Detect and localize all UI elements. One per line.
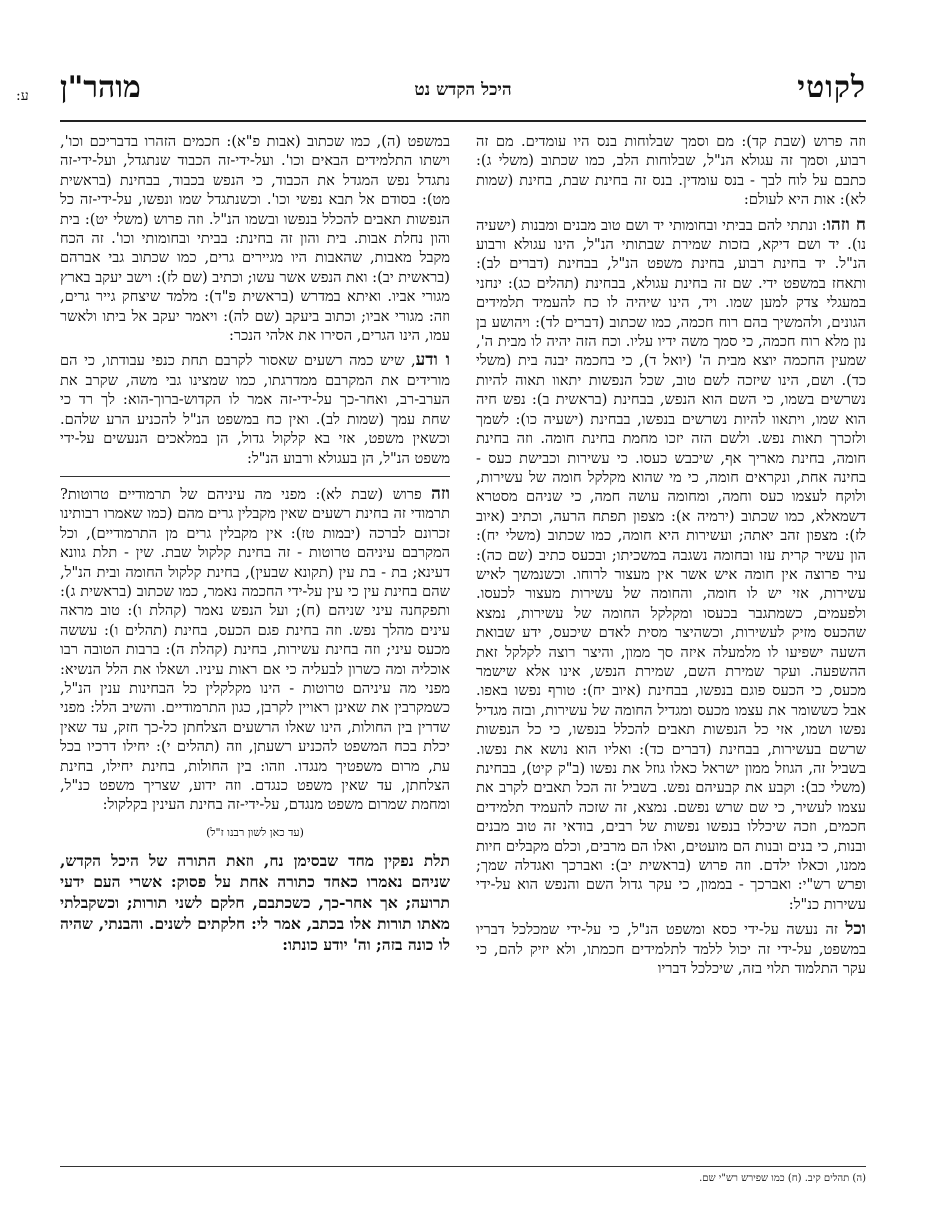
section-title: היכל הקדש נט	[414, 80, 512, 100]
text-columns	[60, 132, 866, 984]
paragraph-text: , שיש כמה רשעים שאסור לקרבם תחת כנפי עבודתו, כי הם מורידים את המקרבם ממדרגתו, כמו שמצינו גבי משה, שקרב את הערב-רב, ואחר-כך על-ידי-זה אמר לו הקדוש-ברוך-הוא: לך רד כי שחת עמך (שמות לב). ואין כח במשפט הנ"ל להכניע הרע שלהם. וכשאין משפט, אזי בא קלקול גדול, הן במלאכים הנעשים על-ידי משפט הנ"ל, הן בעגולא ורבוע הנ"ל:	[60, 352, 450, 467]
paragraph-text: : ונתתי להם בביתי ובחומותי יד ושם טוב מבנים ומבנות (ישעיה נו). יד ושם דיקא, בזכות שמירת שבתותי הנ"ל, הינו עגולא ורבוע הנ"ל. יד בחינת רבוע, בחינת משפט הנ"ל, בבחינת (דברים לב): ותאחז במשפט ידי. שם זה בחינת עגולא, בבחינת (תהלים כג): ינחני במעגלי צדק למען שמו. ויד, הינו שיהיה לו כח להעמיד תלמידים הגונים, ולהמשיך בהם רוח חכמה, כמו שכתוב (דברים לד): ויהושע בן נון מלא רוח חכמה, כי סמך משה ידיו עליו. וכח הזה יהיה לו מבית ה', שמעין החכמה יוצא מבית ה' (יואל ד), כי בחכמה יבנה בית (משלי כד). ושם, הינו שיזכה לשם טוב, שכל הנפשות יתאוו תאוה להיות נשרשים בשמו, כי השם הוא הנפש, בבחינת (בראשית ב): נפש חיה הוא שמו, ויתאוו להיות נשרשים בנפשו, בבחינת (ישעיה כו): לשמך ולזכרך תאות נפש. ולשם הזה יזכו מחמת בחינת חומה. וזה בחינת חומה, בחינת מאריך אף, שיכבש כעסו. כי עשירות וכבישת כעס - בחינה אחת, ונקראים חומה, כי מי שהוא מקלקל חומה של עשירות, ולוקח לעצמו כעס וחמה, ומחומה עושה חמה, כי שניהם מסטרא דשמאלא, כמו שכתוב (ירמיה א): מצפון תפתח הרעה, וכתיב (איוב לז): מצפון זהב יאתה; ועשירות היא חומה, כמו שכתוב (משלי יח): הון עשיר קרית עזו ובחומה נשגבה במשכיתו; ובכעס כתיב (שם כה): עיר פרוצה אין חומה איש אשר אין מעצור לרוחו. וכשנמשך לאיש עשירות, אזי יש לו חומה, והחומה של עשירות מעצור לכעסו. ולפעמים, כשמתגבר בכעסו ומקלקל החומה של עשירות, נמצא שהכעס מזיק לעשירות, וכשהיצר מסית לאדם שיכעס, ידע שבואת השעה ישפיעו לו מלמעלה איזה סך ממון, והיצר רוצה לקלקל זאת ההשפעה. ועקר שמירת השם, שמירת הנפש, אינו אלא שישמר מכעס, כי הכעס פוגם בנפשו, בבחינת (איוב יח): טורף נפשו באפו. אבל כששומר את עצמו מכעס ומגדיל החומה של עשירות, ובזה מגדיל נפשו ושמו, אזי כל הנפשות תאבים להכלל בנפשו, כי כל הנפשות שרשם בעשירות, בבחינת (דברים כד): ואליו הוא נושא את נפשו. בשביל זה, הגוזל ממון ישראל כאלו גוזל את נפשו (ב"ק קיט), בבחינת (משלי כב): וקבע את קבעיהם נפש. בשביל זה הכל תאבים לקרב את עצמו לעשיר, כי שם שרש נפשם. נמצא, זה שזכה להעמיד תלמידים חכמים, וזכה שיכללו בנפשו נפשות של רבים, בודאי זה טוב מבנים ובנות, כי בנים ובנות הם מועטים, ואלו הם מרבים, וכלם מקבלים חיות ממנו, וכאלו ילדם. וזה פרוש (בראשית יב): ואברכך ואגדלה שמך; ופרש רש"י: ואברכך - בממון, כי עקר גדול השם והנפש הוא על-ידי עשירות כנ"ל:	[476, 216, 866, 913]
paragraph	[60, 485, 450, 815]
paragraph-lead: ו ודע	[415, 350, 450, 371]
paragraph-lead: וזה	[431, 483, 450, 504]
paragraph: במשפט (ה), כמו שכתוב (אבות פ"א): חכמים הזהרו בדבריכם וכו', וישתו התלמידים הבאים וכו'. ועל-ידי-זה הכבוד שנתגדל, ועל-ידי-זה נתגדל נפש המגדל את הכבוד, כי הנפש בכבוד, בבחינת (בראשית מט): בסודם אל תבא נפשי וכו'. וכשנתגדל שמו ונפשו, על-ידי-זה כל הנפשות תאבים להכלל בנפשו ובשמו הנ"ל. וזה פרוש (משלי יט): בית והון נחלת אבות. בית והון זה בחינת: בביתי ובחומותי וכו'. זה הכח מקבל מאבות, שהאבות היו מגיירים גרים, כמו שכתוב גבי אברהם (בראשית יב): ואת הנפש אשר עשו; וכתיב (שם לז): וישב יעקב בארץ מגורי אביו. ואיתא במדרש (בראשית פ"ד): מלמד שיצחק גייר גרים, וזה: מגורי אביו; וכתוב ביעקב (שם לה): ויאמר יעקב אל ביתו ולאשר עמו, הינו הגרים, הסירו את אלהי הנכר:	[60, 133, 450, 345]
paragraph	[476, 920, 866, 978]
page-number: ע:	[16, 88, 29, 104]
paragraph-lead: ח וזהו	[826, 214, 866, 235]
left-column	[60, 132, 450, 984]
paragraph-text: פרוש (שבת לא): מפני מה עיניהם של תרמודיים טרוטות? תרמודי זה בחינת רשעים שאין מקבלין גרים מהם (כמו שאמרו רבותינו זכרונם לברכה (יבמות טז): אין מקבלין גרים מן התרמודיים), וכל המקרבם עיניהם טרוטות - זה בחינת קלקול שבת. שין - תלת גוונא דעינא; בת - בת עין (תקונא שבעין), בחינת קלקול החומה ובית הנ"ל, שהם בחינת עין כי עין על-ידי החכמה נאמר, כמו שכתוב (בראשית ג): ותפקחנה עיני שניהם (ח); ועל הנפש נאמר (קהלת ו): טוב מראה עינים מהלך נפש. וזה בחינת פגם הכעס, בחינת (תהלים ו): עששה מכעס עיני; וזה בחינת עשירות, בחינת (קהלת ה): ברבות הטובה רבו אוכליה ומה כשרון לבעליה כי אם ראות עיניו. ושאלו את הלל הנשיא: מפני מה עיניהם טרוטות - הינו מקלקלין כל הבחינות ענין הנ"ל, כשמקרבין את שאינן ראויין לקרבן, כגון התרמודיים. והשיב הלל: מפני שדרין בין החולות, הינו שאלו הרשעים הצלחתן כל-כך חזק, עד שאין יכלת בכח המשפט להכניע רשעתן, וזה (תהלים י): יחילו דרכיו בכל עת, מרום משפטיך מנגדו. וזהו: בין החולות, בחינת יחילו, בחינת הצלחתן, עד שאין משפט כנגדם. וזה ידוע, שצריך משפט כנ"ל, ומחמת שמרום משפט מנגדם, על-ידי-זה בחינת העינין בקלקול:	[60, 485, 450, 814]
paragraph-lead: וכל	[845, 919, 866, 940]
paragraph: וזה פרוש (שבת קד): מם וסמך שבלוחות בנס היו עומדים. מם זה רבוע, וסמך זה עגולא הנ"ל, שבלוחות הלב, כמו שכתוב (משלי ג): כתבם על לוח לבך - בנס עומדין. בנס זה בחינת שבת, בחינת (שמות לא): אות היא לעולם:	[476, 133, 866, 209]
book-title-right: לקוטי	[797, 70, 866, 105]
paragraph	[60, 351, 450, 467]
paragraph-text: זה נעשה על-ידי כסא ומשפט הנ"ל, כי על-ידי שמכלכל דבריו במשפט, על-ידי זה יכול ללמד לתלמידים חכמתו, ולא יזיק להם, כי עקר התלמוד תלוי בזה, שיכלכל דבריו	[476, 921, 866, 978]
page-header	[16, 64, 866, 122]
right-column	[476, 132, 866, 984]
divider	[60, 476, 450, 477]
end-quote-note: (עד כאן לשון רבנו ז"ל)	[206, 825, 304, 839]
book-title-left: מוהר"ן	[60, 70, 141, 105]
paragraph	[476, 216, 866, 915]
footnote: (ה) תהלים קיב. (ח) כמו שפירש רש"י שם.	[60, 1166, 866, 1184]
closing-paragraph: תלת נפקין מחד שבסימן נח, וזאת התורה של היכל הקדש, שניהם נאמרו כאחד כתורה אחת על פסוק: אשרי העם ידעי תרועה; אך אחר-כך, כשכתבם, חלקם לשני תורות; וכשקבלתי מאתו תורות אלו בכתב, אמר לי: חלקתים לשנים. והבנתי, שהיה לו כונה בזה; וה' יודע כונתו:	[60, 851, 450, 955]
